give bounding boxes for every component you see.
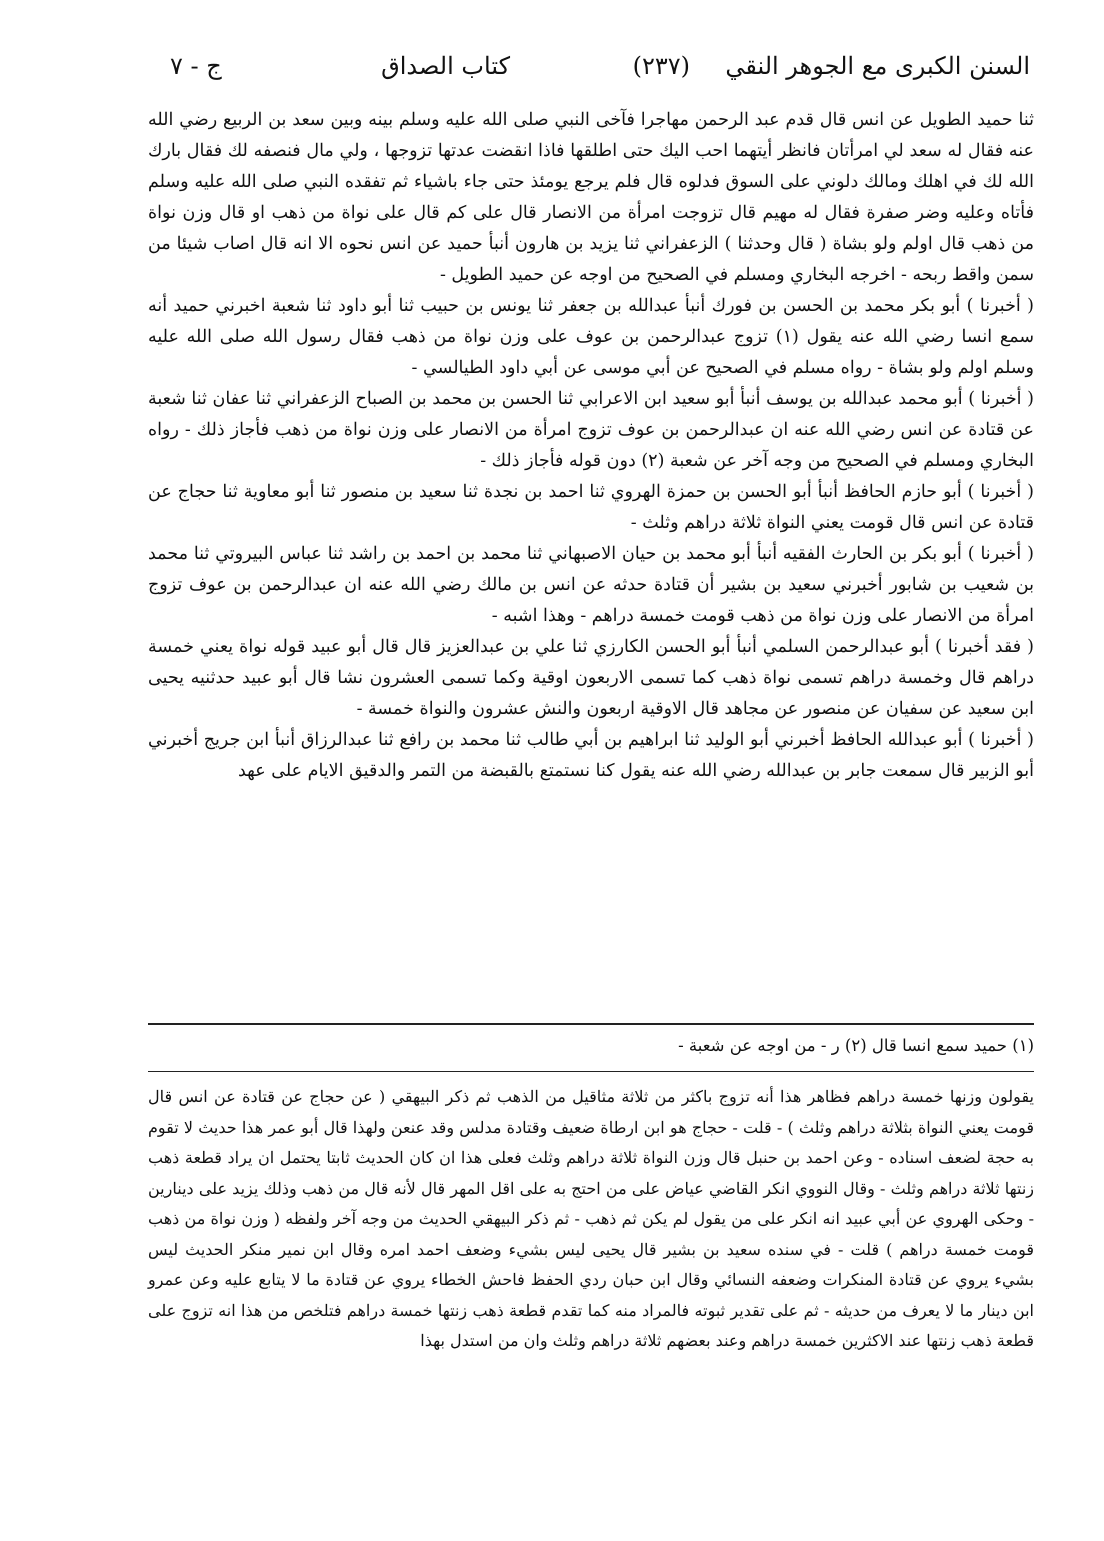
paragraph: ( أخبرنا ) أبو محمد عبدالله بن يوسف أنبأ أبو سعيد ابن الاعرابي ثنا الحسن بن محمد بن الصباح الزعفراني ثنا عفان ثنا شعبة عن قتادة عن انس رضي الله عنه ان عبدالرحمن بن عوف تزوج امرأة من الانصار على وزن نواة من ذهب فأجاز ذلك - رواه البخاري ومسلم في الصحيح من وجه آخر عن شعبة (٢) دون قوله فأجاز ذلك -: [148, 389, 1034, 471]
paragraph: ( أخبرنا ) أبو بكر بن الحارث الفقيه أنبأ أبو محمد بن حيان الاصبهاني ثنا محمد بن احمد بن راشد ثنا عباس البيروتي ثنا محمد بن شعيب بن شابور أخبرني سعيد بن بشير أن قتادة حدثه عن انس بن مالك رضي الله عنه ان عبدالرحمن بن عوف تزوج امرأة من الانصار على وزن نواة من ذهب قومت خمسة دراهم - وهذا اشبه -: [148, 544, 1034, 626]
paragraph: ( أخبرنا ) أبو بكر محمد بن الحسن بن فورك أنبأ عبدالله بن جعفر ثنا يونس بن حبيب ثنا أبو داود ثنا شعبة اخبرني حميد أنه سمع انسا رضي الله عنه يقول (١) تزوج عبدالرحمن بن عوف على وزن نواة من ذهب فقال رسول الله صلى الله عليه وسلم اولم ولو بشاة - رواه مسلم في الصحيح عن أبي موسى عن أبي داود الطيالسي -: [148, 296, 1035, 378]
commentary-text: يقولون وزنها خمسة دراهم فظاهر هذا أنه تزوج باكثر من ثلاثة مثاقيل من الذهب ثم ذكر البيهقي ( عن حجاج عن قتادة عن انس قال قومت يعني النواة بثلاثة دراهم وثلث ) - قلت - حجاج هو ابن ارطاة ضعيف وقتادة مدلس وقد عنعن ولهذا قال أبو عمر هذا حديث لا تقوم به حجة لضعف اسناده - وعن احمد بن حنبل قال وزن النواة ثلاثة دراهم وثلث فعلى هذا ان كان الحديث ثابتا يحتمل ان يراد قطعة ذهب زنتها ثلاثة دراهم وثلث - وقال النووي انكر القاضي عياض على من احتج به على اقل المهر قال لأنه قال من ذهب وذلك يزيد على دينارين - وحكى الهروي عن أبي عبيد انه انكر على من يقول لم يكن ثم ذهب - ثم ذكر البيهقي الحديث من وجه آخر ولفظه ( وزن نواة من ذهب قومت خمسة دراهم ) قلت - في سنده سعيد بن بشير قال يحيى ليس بشيء وضعف احمد امره وقال ابن نمير منكر الحديث ليس بشيء يروي عن قتادة المنكرات وضعفه النسائي وقال ابن حبان ردي الحفظ فاحش الخطاء يروي عن قتادة ما لا يتابع عليه وعن عمرو ابن دينار ما لا يعرف من حديثه - ثم على تقدير ثبوته فالمراد منه كما تقدم قطعة ذهب زنتها خمسة دراهم فتلخص من هذا انه تزوج على قطعة ذهب زنتها عند الاكثرين خمسة دراهم وعند بعضهم ثلاثة دراهم وثلث وان من استدل بهذا: [148, 1087, 1035, 1350]
paragraph: ( أخبرنا ) أبو حازم الحافظ أنبأ أبو الحسن بن حمزة الهروي ثنا احمد بن نجدة ثنا سعيد بن منصور ثنا أبو معاوية ثنا حجاج عن قتادة عن انس قال قومت يعني النواة ثلاثة دراهم وثلث -: [148, 482, 1034, 533]
paragraph: ( فقد أخبرنا ) أبو عبدالرحمن السلمي أنبأ أبو الحسن الكارزي ثنا علي بن عبدالعزيز قال قال أبو عبيد قوله نواة يعني خمسة دراهم قال وخمسة دراهم تسمى نواة ذهب كما تسمى الاربعون اوقية وكما تسمى العشرون نشا قال أبو عبيد حدثنيه يحيى ابن سعيد عن سفيان عن منصور عن مجاهد قال الاوقية اربعون والنش عشرون والنواة خمسة -: [148, 637, 1034, 719]
footnote: (١) حميد سمع انسا قال (٢) ر - من اوجه عن شعبة -: [678, 1036, 1034, 1055]
book-title: السنن الكبرى مع الجوهر النقي: [725, 52, 1030, 80]
paragraph: ( أخبرنا ) أبو عبدالله الحافظ أخبرني أبو الوليد ثنا ابراهيم بن أبي طالب ثنا محمد بن رافع ثنا عبدالرزاق أنبأ ابن جريج أخبرني أبو الزبير قال سمعت جابر بن عبدالله رضي الله عنه يقول كنا نستمتع بالقبضة من التمر والدقيق الايام على عهد: [148, 730, 1034, 781]
main-text: [148, 105, 1034, 787]
paragraph: ثنا حميد الطويل عن انس قال قدم عبد الرحمن مهاجرا فآخى النبي صلى الله عليه وسلم بينه وبين سعد بن الربيع رضي الله عنه فقال له سعد لي امرأتان فانظر أيتهما احب اليك حتى اطلقها فاذا انقضت عدتها تزوجها ، ولي مال فنصفه لك فقال بارك الله لك في اهلك ومالك دلوني على السوق فدلوه قال فلم يرجع يومئذ حتى جاء باشياء ثم تفقده النبي صلى الله عليه وسلم فأتاه وعليه وضر صفرة فقال له مهيم قال تزوجت امرأة من الانصار قال على كم قال على نواة من ذهب او قال وزن نواة من ذهب قال اولم ولو بشاة ( قال وحدثنا ) الزعفراني ثنا يزيد بن هارون أنبأ حميد عن انس نحوه الا انه قال اصاب شيئا من سمن واقط ربحه - اخرجه البخاري ومسلم في الصحيح من اوجه عن حميد الطويل -: [148, 110, 1034, 285]
footnote-divider: [148, 1023, 1034, 1025]
volume-label: ج - ٧: [170, 52, 222, 80]
chapter-title: كتاب الصداق: [381, 52, 510, 80]
commentary-divider: [148, 1071, 1034, 1072]
page-header: [140, 52, 1030, 92]
page-number: (٢٣٧): [632, 52, 690, 80]
